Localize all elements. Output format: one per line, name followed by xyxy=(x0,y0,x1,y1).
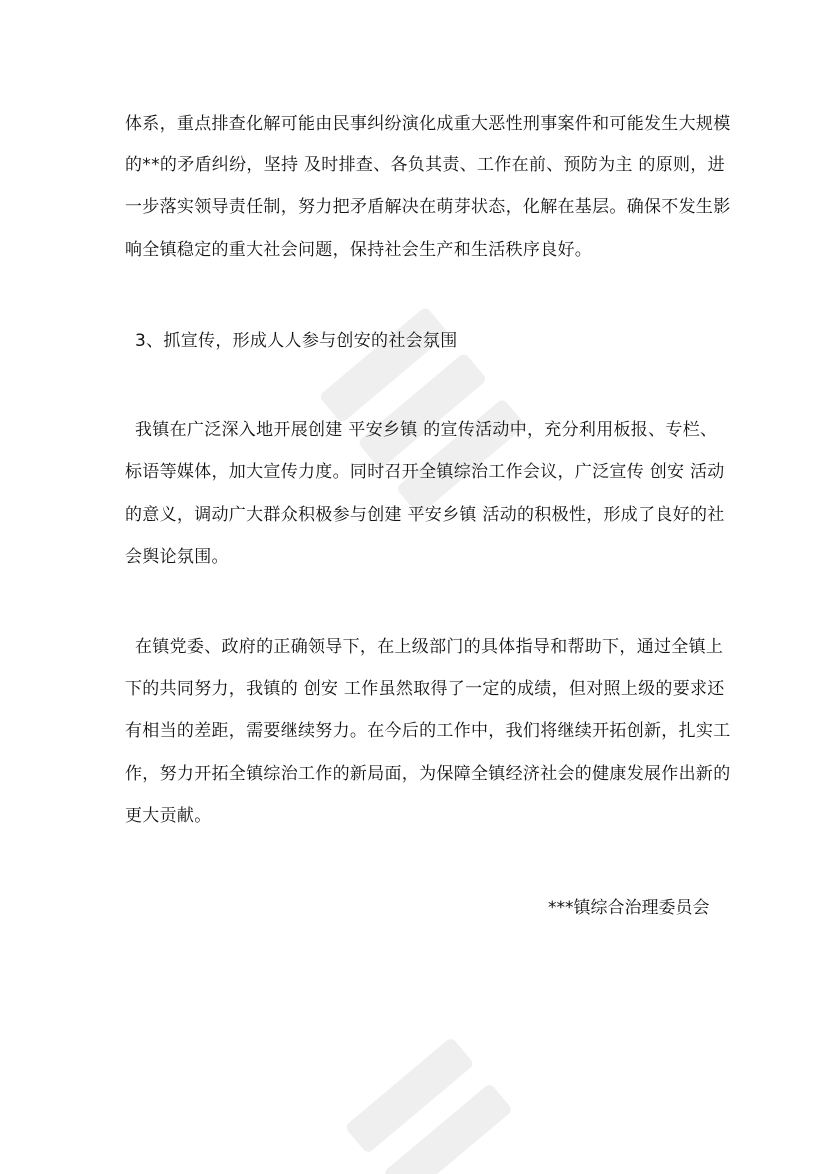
paragraph-2-line-1: 我镇在广泛深入地开展创建 平安乡镇 的宣传活动中，充分利用板报、专栏、 xyxy=(135,420,718,440)
section-heading: 3、抓宣传，形成人人参与创安的社会氛围 xyxy=(135,331,458,351)
paragraph-3-line-3: 有相当的差距，需要继续努力。在今后的工作中，我们将继续开拓创新，扎实工 xyxy=(125,721,731,741)
paragraph-2-line-4: 会舆论氛围。 xyxy=(125,547,229,567)
paragraph-3-line-5: 更大贡献。 xyxy=(125,806,212,826)
watermark-logo xyxy=(300,1010,560,1174)
signature: ***镇综合治理委员会 xyxy=(548,898,710,918)
paragraph-3-line-4: 作，努力开拓全镇综治工作的新局面，为保障全镇经济社会的健康发展作出新的 xyxy=(125,764,731,784)
paragraph-2-line-2: 标语等媒体，加大宣传力度。同时召开全镇综治工作会议，广泛宣传 创安 活动 xyxy=(125,462,725,482)
paragraph-1-line-1: 体系，重点排查化解可能由民事纠纷演化成重大恶性刑事案件和可能发生大规模 xyxy=(125,114,731,134)
paragraph-3-line-1: 在镇党委、政府的正确领导下，在上级部门的具体指导和帮助下，通过全镇上 xyxy=(135,637,724,657)
paragraph-3-line-2: 下的共同努力，我镇的 创安 工作虽然取得了一定的成绩，但对照上级的要求还 xyxy=(125,679,725,699)
paragraph-2-line-3: 的意义，调动广大群众积极参与创建 平安乡镇 活动的积极性，形成了良好的社 xyxy=(125,505,725,525)
paragraph-1-line-4: 响全镇稳定的重大社会问题，保持社会生产和生活秩序良好。 xyxy=(125,240,593,260)
paragraph-1-line-2: 的**的矛盾纠纷，坚持 及时排查、各负其责、工作在前、预防为主 的原则，进 xyxy=(125,155,725,175)
paragraph-1-line-3: 一步落实领导责任制，努力把矛盾解决在萌芽状态，化解在基层。确保不发生影 xyxy=(125,197,731,217)
